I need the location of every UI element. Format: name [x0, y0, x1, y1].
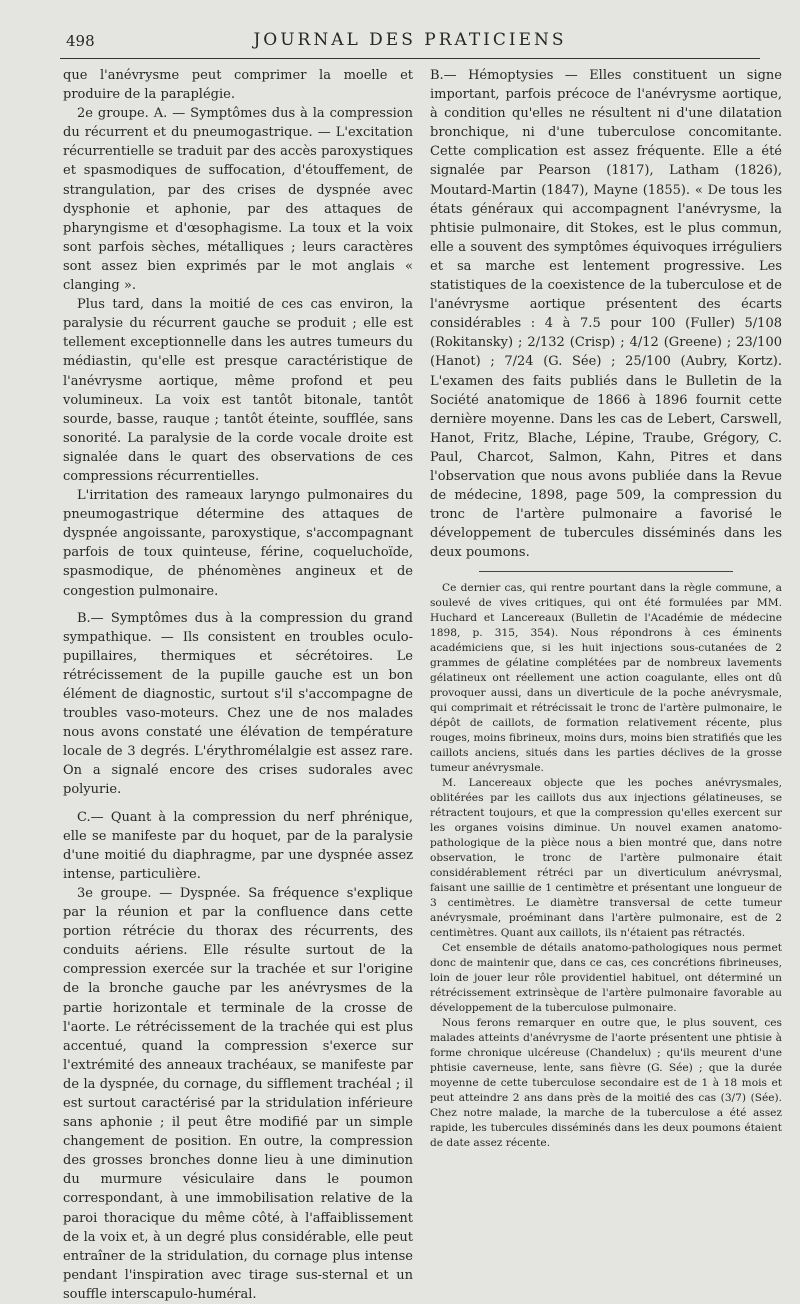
right-column	[430, 66, 782, 1151]
paragraph: B.— Symptômes dus à la compression du grand sympathique. — Ils consistent en troubles oculo-pupillaires, thermiques et sécrétoires. Le rétrécissement de la pupille gauche est un bon élément de diagnostic, surtout s'il s'accompagne de troubles vaso-moteurs. Chez une de nos malades nous avons constaté une élévation de température locale de 3 degrés. L'érythromélalgie est assez rare. On a signalé encore des crises sudorales avec polyurie.	[63, 610, 413, 798]
paragraph: 2e groupe. A. — Symptômes dus à la compression du récurrent et du pneumogastrique. — L'excitation récurrentielle se traduit par des accès paroxystiques et spasmodiques de suffocation, d'étouffement, de strangulation, par des crises de dyspnée avec dysphonie et aphonie, par des attaques de pharyngisme et d'œsophagisme. La toux et la voix sont parfois sèches, métalliques ; leurs caractères sont assez bien exprimés par le mot anglais « clanging ».	[63, 106, 413, 294]
note-paragraph: Ce dernier cas, qui rentre pourtant dans la règle commune, a soulevé de vives critiques, qui ont été formulées par MM. Huchard et Lancereaux (Bulletin de l'Académie de médecine 1898, p. 315, 354). Nous répondrons à ces éminents académiciens que, si les huit injections sous-cutanées de 2 grammes de gélatine complétées par de nombreux lavements gélatineux ont réellement une action coagulante, elles ont dû provoquer aussi, dans un diverticule de la poche anévrysmale, qui comprimait et rétrécissait le tronc de l'artère pulmonaire, le dépôt de caillots, de formation relativement récente, plus rouges, moins fibrineux, moins durs, moins bien stratifiés que les caillots anciens, situés dans les parties déclives de la grosse tumeur anévrysmale.	[430, 582, 782, 775]
section-divider	[479, 571, 732, 572]
page-header	[60, 28, 760, 59]
note-paragraph: Cet ensemble de détails anatomo-pathologiques nous permet donc de maintenir que, dans ce cas, ces concrétions fibrineuses, loin de jouer leur rôle providentiel habituel, ont déterminé un rétrécissement extrinsèque de l'artère pulmonaire favorable au développement de la tuberculose pulmonaire.	[430, 942, 782, 1015]
left-column	[63, 66, 413, 1304]
paragraph: que l'anévrysme peut comprimer la moelle et produire de la paraplégie.	[63, 68, 413, 103]
paragraph: B.— Hémoptysies — Elles constituent un signe important, parfois précoce de l'anévrysme aortique, à condition qu'elles ne résultent ni d'une dilatation bronchique, ni d'une tuberculose concomitante. Cette complication est assez fréquente. Elle a été signalée par Pearson (1817), Latham (1826), Moutard-Martin (1847), Mayne (1855). « De tous les états généraux qui accompagnent l'anévrysme, la phtisie pulmonaire, dit Stokes, est le plus commun, elle a souvent des symptômes équivoques irréguliers et sa marche est lentement progressive. Les statistiques de la coexistence de la tuberculose et de l'anévrysme aortique présentent des écarts considérables : 4 à 7.5 pour 100 (Fuller) 5/108 (Rokitansky) ; 2/132 (Crisp) ; 4/12 (Greene) ; 23/100 (Hanot) ; 7/24 (G. Sée) ; 25/100 (Aubry, Kortz). L'examen des faits publiés dans le Bulletin de la Société anatomique de 1866 à 1896 fournit cette dernière moyenne. Dans les cas de Lebert, Carswell, Hanot, Fritz, Blache, Lépine, Traube, Grégory, C. Paul, Charcot, Salmon, Kahn, Pitres et dans l'observation que nous avons publiée dans la Revue de médecine, 1898, page 509, la compression du tronc de l'artère pulmonaire a favorisé le développement de tubercules disséminés dans les deux poumons.	[430, 68, 782, 561]
journal-title: JOURNAL DES PRATICIENS	[253, 30, 567, 50]
paragraph: C.— Quant à la compression du nerf phrénique, elle se manifeste par du hoquet, par de la paralysie d'une moitié du diaphragme, par une dyspnée assez intense, particulière.	[63, 809, 413, 882]
page-number: 498	[66, 32, 95, 50]
note-paragraph: Nous ferons remarquer en outre que, le plus souvent, ces malades atteints d'anévrysme de l'aorte présentent une phtisie à forme chronique ulcéreuse (Chandelux) ; qu'ils meurent d'une phtisie caverneuse, lente, sans fièvre (G. Sée) ; que la durée moyenne de cette tuberculose secondaire est de 1 à 18 mois et peut atteindre 2 ans dans près de la moitié des cas (3/7) (Sée). Chez notre malade, la marche de la tuberculose a été assez rapide, les tubercules disséminés dans les deux poumons étaient de date assez récente.	[430, 1017, 782, 1150]
paragraph: L'irritation des rameaux laryngo pulmonaires du pneumogastrique détermine des attaques de dyspnée angoissante, paroxystique, s'accompagnant parfois de toux quinteuse, férine, coqueluchoïde, spasmodique, de phénomènes angineux et de congestion pulmonaire.	[63, 488, 413, 599]
paragraph: 3e groupe. — Dyspnée. Sa fréquence s'explique par la réunion et par la confluence dans cette portion rétrécie du thorax des récurrents, des conduits aériens. Elle résulte surtout de la compression exercée sur la trachée et sur l'origine de la bronche gauche par les anévrysmes de la partie horizontale et terminale de la crosse de l'aorte. Le rétrécissement de la trachée qui est plus accentué, quand la compression s'exerce sur l'extrémité des anneaux trachéaux, se manifeste par de la dyspnée, du cornage, du sifflement trachéal ; il est surtout caractérisé par la stridulation inférieure sans aphonie ; il peut être modifié par un simple changement de position. En outre, la compression des grosses bronches donne lieu à une diminution du murmure vésiculaire dans le poumon correspondant, à une immobilisation relative de la paroi thoracique du même côté, à l'affaiblissement de la voix et, à un degré plus considérable, elle peut entraîner de la stridulation, du cornage plus intense pendant l'inspiration avec tirage sus-sternal et un souffle interscapulo-huméral.	[63, 885, 413, 1302]
paragraph: Plus tard, dans la moitié de ces cas environ, la paralysie du récurrent gauche se produit ; elle est tellement exceptionnelle dans les autres tumeurs du médiastin, qu'elle est presque caractéristique de l'anévrysme aortique, même profond et peu volumineux. La voix est tantôt bitonale, tantôt sourde, basse, rauque ; tantôt éteinte, soufflée, sans sonorité. La paralysie de la corde vocale droite est signalée dans le quart des observations de ces compressions récurrentielles.	[63, 297, 413, 484]
note-paragraph: M. Lancereaux objecte que les poches anévrysmales, oblitérées par les caillots dus aux injections gélatineuses, se rétractent toujours, et que la compression qu'elles exercent sur les organes voisins diminue. Un nouvel examen anatomo-pathologique de la pièce nous a bien montré que, dans notre observation, le tronc de l'artère pulmonaire était considérablement rétréci par un diverticulum anévrysmal, faisant une saillie de 1 centimètre et présentant une longueur de 3 centimètres. Le diamètre transversal de cette tumeur anévrysmale, proéminant dans l'artère pulmonaire, est de 2 centimètres. Quant aux caillots, ils n'étaient pas rétractés.	[430, 777, 782, 940]
